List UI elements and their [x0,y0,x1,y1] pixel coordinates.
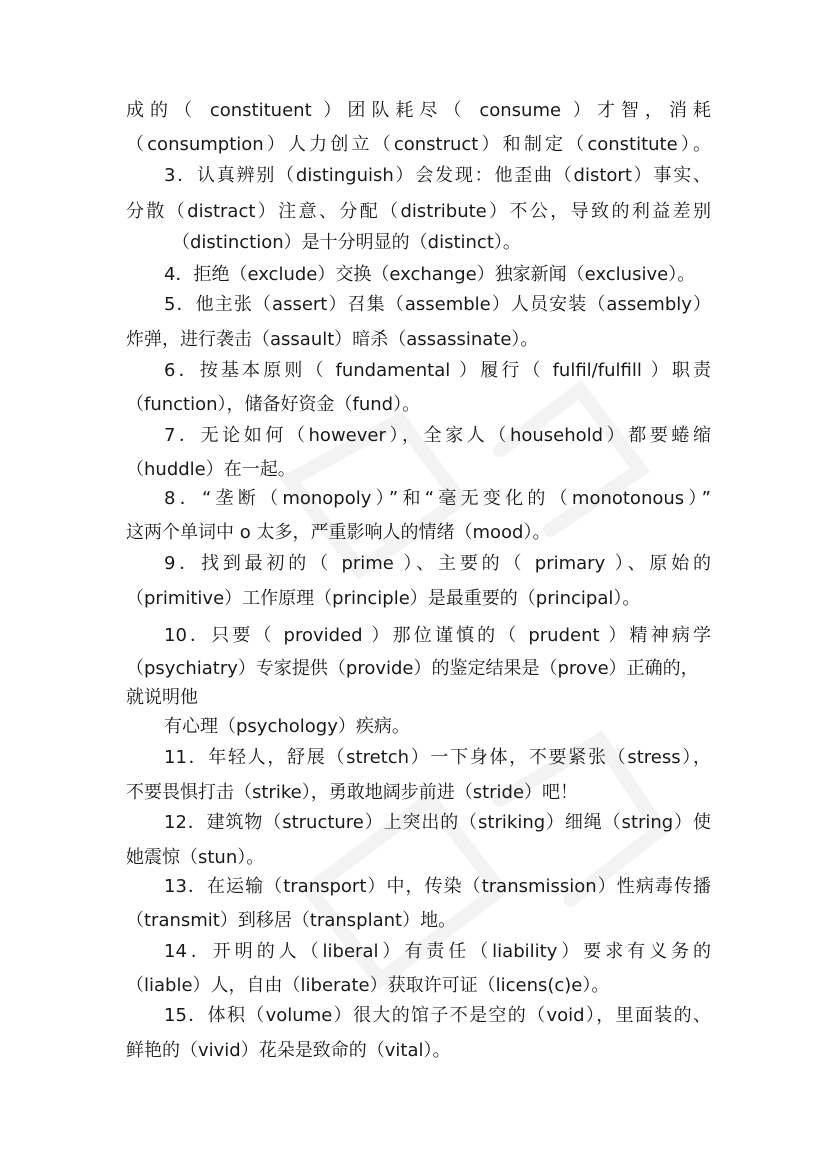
text-line: 12．建筑物（structure）上突出的（striking）细绳（string）使 [164,812,711,833]
text-line: 4．拒绝（exclude）交换（exchange）独家新闻（exclusive）。 [164,264,696,285]
text-line: 10．只要（ provided ）那位谨慎的（ prudent ）精神病学 [164,625,711,646]
text-line: 不要畏惧打击（strike），勇敢地阔步前进（stride）吧！ [126,782,579,803]
text-line: （function），储备好资金（fund）。 [126,394,421,415]
text-line: 14．开明的人（liberal）有责任（liability）要求有义务的 [164,941,711,962]
text-line: 她震惊（stun）。 [126,847,265,868]
text-line: 就说明他 [126,687,198,708]
text-line: 成的（ constituent ）团队耗尽（ consume ）才智，消耗 [126,100,711,121]
text-line: （transmit）到移居（transplant）地。 [126,910,457,931]
text-line: 鲜艳的（vivid）花朵是致命的（vital）。 [126,1040,451,1061]
text-line: 7．无论如何（however），全家人（household）都要蜷缩 [164,425,711,446]
text-line: 6．按基本原则（ fundamental ）履行（ fulfil/fulfill ）职责 [164,360,711,381]
text-line: （distinction）是十分明显的（distinct）。 [172,232,521,253]
text-line: 分散（distract）注意、分配（distribute）不公，导致的利益差别 [126,201,711,222]
text-line: 有心理（psychology）疾病。 [164,716,410,737]
text-line: 炸弹，进行袭击（assault）暗杀（assassinate）。 [126,329,539,350]
text-line: 8．“垄断（monopoly）”和“毫无变化的（monotonous）” [164,488,711,509]
text-line: （consumption）人力创立（construct）和制定（constitute）。 [126,134,711,155]
text-line: （huddle）在一起。 [126,459,296,480]
text-line: 5．他主张（assert）召集（assemble）人员安装（assembly） [164,294,711,315]
text-line: （psychiatry）专家提供（provide）的鉴定结果是（prove）正确的， [126,658,699,679]
text-line: 15．体积（volume）很大的馆子不是空的（void），里面装的、 [164,1005,711,1026]
text-line: （liable）人，自由（liberate）获取许可证（licens(c)e）。 [126,975,610,996]
text-line: 9．找到最初的（ prime ）、主要的（ primary ）、原始的 [164,553,711,574]
text-line: 11．年轻人，舒展（stretch）一下身体，不要紧张（stress）， [164,747,711,768]
text-line: 3．认真辨别（distinguish）会发现：他歪曲（distort）事实、 [164,165,711,186]
text-line: 这两个单词中 o 太多，严重影响人的情绪（mood）。 [126,522,551,543]
text-line: 13．在运输（transport）中，传染（transmission）性病毒传播 [164,876,711,897]
text-line: （primitive）工作原理（principle）是最重要的（principal）。 [126,588,641,609]
